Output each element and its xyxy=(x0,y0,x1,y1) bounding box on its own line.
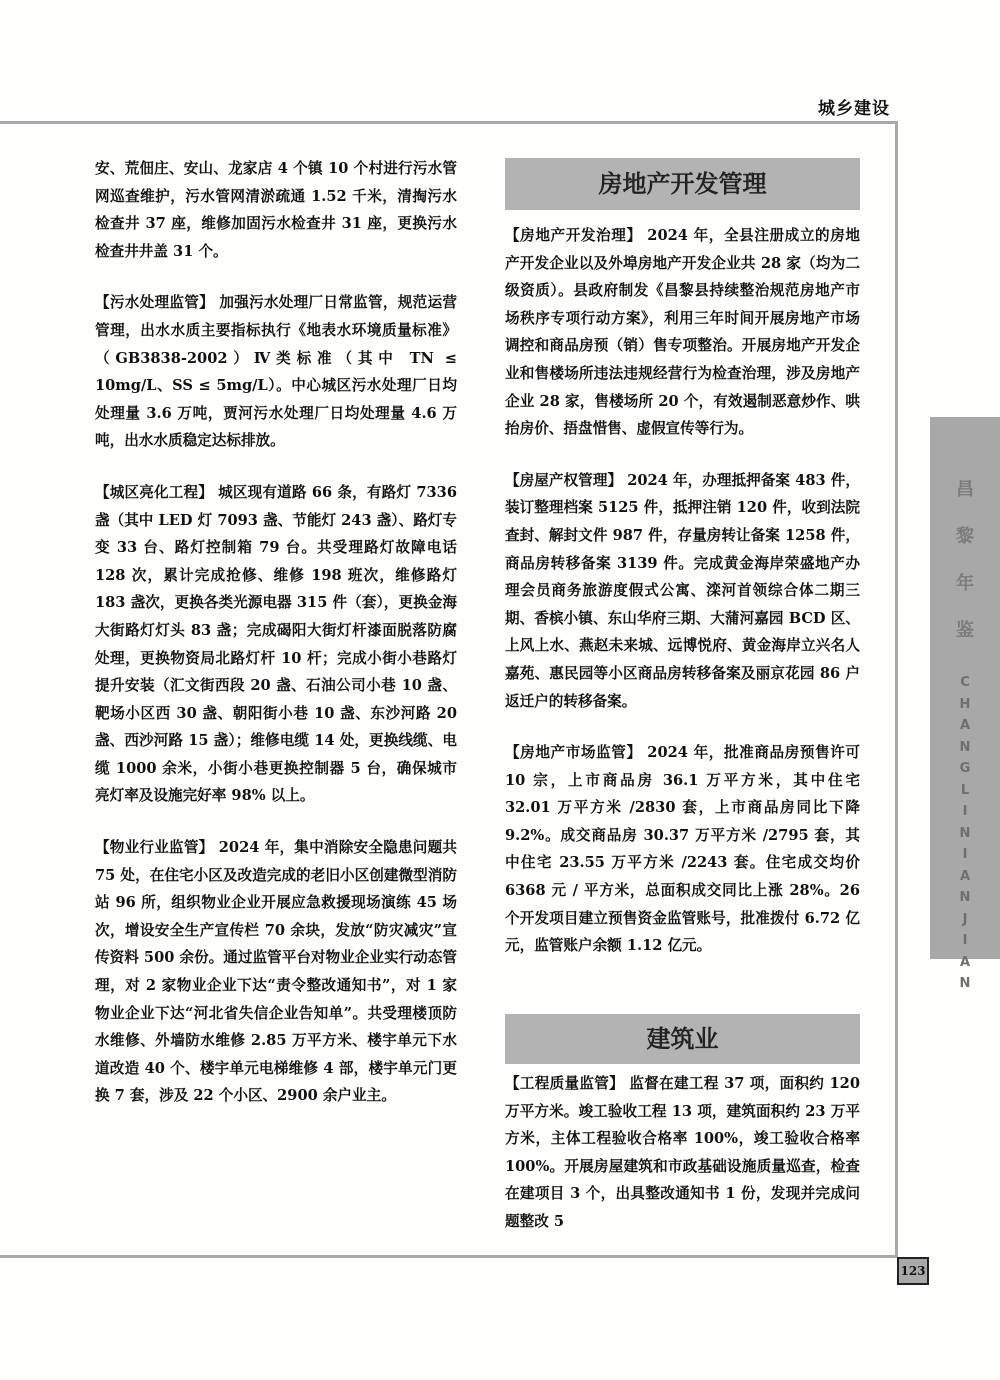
pinyin-letter: C xyxy=(960,675,970,690)
right-block-construction xyxy=(505,1070,860,1236)
pinyin-letter: L xyxy=(960,782,970,798)
side-tab-char: 黎 xyxy=(956,526,974,547)
paragraph-property-supervision xyxy=(95,834,457,1110)
para-title: 【房屋产权管理】 xyxy=(505,471,623,489)
para-title: 【房地产开发治理】 xyxy=(505,227,642,244)
para-title: 【城区亮化工程】 xyxy=(95,483,213,501)
paragraph-quality-supervision xyxy=(505,1070,860,1236)
pinyin-letter: I xyxy=(962,804,968,819)
page-number: 123 xyxy=(897,1257,929,1285)
paragraph-lighting-project xyxy=(95,479,457,810)
para-body: 监督在建工程 37 项，面积约 120 万平方米。竣工验收工程 13 项，建筑面积约 23 万平方米，主体工程验收合格率 100%，竣工验收合格率 100%。开展房屋建筑和市政基础设施质量巡查，检查在建项目 3 个，出具整改通知书 1 份，发现并完成问题整改 5 xyxy=(505,1075,860,1230)
para-body: 加强污水处理厂日常监管，规范运营管理，出水水质主要指标执行《地表水环境质量标准》（GB3838-2002）Ⅳ类标准（其中 TN ≤ 10mg/L、SS ≤ 5mg/L）。中心城区污水处理厂日均处理量 3.6 万吨，贾河污水处理厂日均处理量 4.6 万吨，出水水质稳定达标排放。 xyxy=(95,294,457,450)
para-body: 安、荒佃庄、安山、龙家店 4 个镇 10 个村进行污水管网巡查维护，污水管网清淤疏通 1.52 千米，清掏污水检查井 37 座，维修加固污水检查井 31 座，更换污水检查井井盖 31 个。 xyxy=(95,160,457,260)
pinyin-letter: I xyxy=(962,847,968,862)
para-body: 2024 年，全县注册成立的房地产开发企业以及外埠房地产开发企业共 28 家（均为二级资质）。县政府制发《昌黎县持续整治规范房地产市场秩序专项行动方案》，利用三年时间开展房地产市场调控和商品房预（销）售专项整治。开展房地产开发企业和售楼场所违法违规经营行为检查治理，涉及房地产企业 28 家，售楼场所 20 个，有效遏制恶意炒作、哄抬房价、捂盘惜售、虚假宣传等行为。 xyxy=(505,227,860,438)
pinyin-letter: A xyxy=(959,718,971,733)
side-thumb-tab xyxy=(930,417,1000,991)
pinyin-letter: N xyxy=(959,739,971,755)
right-block-real-estate xyxy=(505,222,860,960)
pinyin-letter: A xyxy=(959,868,971,884)
para-title: 【工程质量监管】 xyxy=(505,1075,625,1092)
frame-right-rule xyxy=(895,121,898,1258)
para-body: 2024 年，办理抵押备案 483 件，装订整理档案 5125 件，抵押注销 120 件，收到法院查封、解封文件 987 件，存量房转让备案 1258 件，商品房转移备案 3139 件。完成黄金海岸荣盛地产办理会员商务旅游度假式公寓、滦河首领综合体二期三期、香槟小镇、东山华府三期、大蒲河嘉园 BCD 区、上风上水、燕赵未来城、远博悦府、黄金海岸立兴名人嘉苑、惠民园等小区商品房转移备案及丽京花园 86 户返迁户的转移备案。 xyxy=(505,471,860,710)
side-tab-pinyin xyxy=(930,672,1000,995)
pinyin-letter: G xyxy=(959,761,971,776)
pinyin-letter: H xyxy=(959,696,971,712)
paragraph-property-rights xyxy=(505,467,860,715)
paragraph-market-supervision xyxy=(505,739,860,960)
pinyin-letter: N xyxy=(959,825,971,841)
side-tab-char: 昌 xyxy=(956,479,974,500)
pinyin-letter: I xyxy=(962,933,968,948)
para-body: 城区现有道路 66 条，有路灯 7336 盏（其中 LED 灯 7093 盏、节能灯 243 盏）、路灯专变 33 台、路灯控制箱 79 台。共受理路灯故障电话 128 次，累计完成抢修、维修 198 班次，维修路灯 183 盏次，更换各类光源电器 315 件（套），更换金海大街路灯灯头 83 盏；完成碣阳大街灯杆漆面脱落防腐处理，更换物资局北路灯杆 10 杆；完成小街小巷路灯提升安装（汇文街西段 20 盏、石油公司小巷 10 盏、靶场小区西 30 盏、朝阳街小巷 10 盏、东沙河路 20 盏、西沙河路 15 盏）；维修电缆 14 处，更换线缆、电缆 1000 余米，小街小巷更换控制器 5 台，确保城市亮灯率及设施完好率 98% 以上。 xyxy=(95,483,457,805)
para-title: 【房地产市场监管】 xyxy=(505,744,642,762)
side-tab-char: 鉴 xyxy=(956,620,974,641)
pinyin-letter: J xyxy=(962,911,968,927)
frame-top-rule xyxy=(0,121,898,124)
left-column xyxy=(95,155,457,1110)
frame-bottom-rule xyxy=(0,1255,898,1258)
section-header: 城乡建设 xyxy=(818,99,890,119)
para-title: 【物业行业监管】 xyxy=(95,839,214,857)
paragraph-sewage-treatment xyxy=(95,289,457,455)
pinyin-letter: A xyxy=(959,954,971,970)
pinyin-letter: N xyxy=(959,890,971,905)
paragraph-real-estate-governance xyxy=(505,222,860,443)
section-banner-real-estate: 房地产开发管理 xyxy=(505,158,860,210)
section-banner-construction: 建筑业 xyxy=(505,1014,860,1064)
para-body: 2024 年，集中消除安全隐患问题共 75 处，在住宅小区及改造完成的老旧小区创建微型消防站 96 所，组织物业企业开展应急救援现场演练 45 场次，增设安全生产宣传栏 70 余块，发放“防灾减灾”宣传资料 500 余份。通过监管平台对物业企业实行动态管理，对 2 家物业企业下达“责令整改通知书”，对 1 家物业企业下达“河北省失信企业告知单”。共受理楼顶防水维修、外墙防水维修 2.85 万平方米、楼宇单元下水道改造 40 个、楼宇单元电梯维修 4 部，楼宇单元门更换 7 套，涉及 22 个小区、2900 余户业主。 xyxy=(95,839,457,1105)
paragraph-sewer-maintenance xyxy=(95,155,457,265)
para-body: 2024 年，批准商品房预售许可 10 宗，上市商品房 36.1 万平方米，其中住宅 32.01 万平方米 /2830 套，上市商品房同比下降 9.2%。成交商品房 30.37 万平方米 /2795 套，其中住宅 23.55 万平方米 /2243 套。住宅成交均价 6368 元 / 平方米，总面积成交同比上涨 28%。26 个开发项目建立预售资金监管账号，批准拨付 6.72 亿元，监管账户余额 1.12 亿元。 xyxy=(505,744,860,955)
para-title: 【污水处理监管】 xyxy=(95,294,214,312)
side-tab-char: 年 xyxy=(956,573,974,594)
pinyin-letter: N xyxy=(959,976,971,991)
